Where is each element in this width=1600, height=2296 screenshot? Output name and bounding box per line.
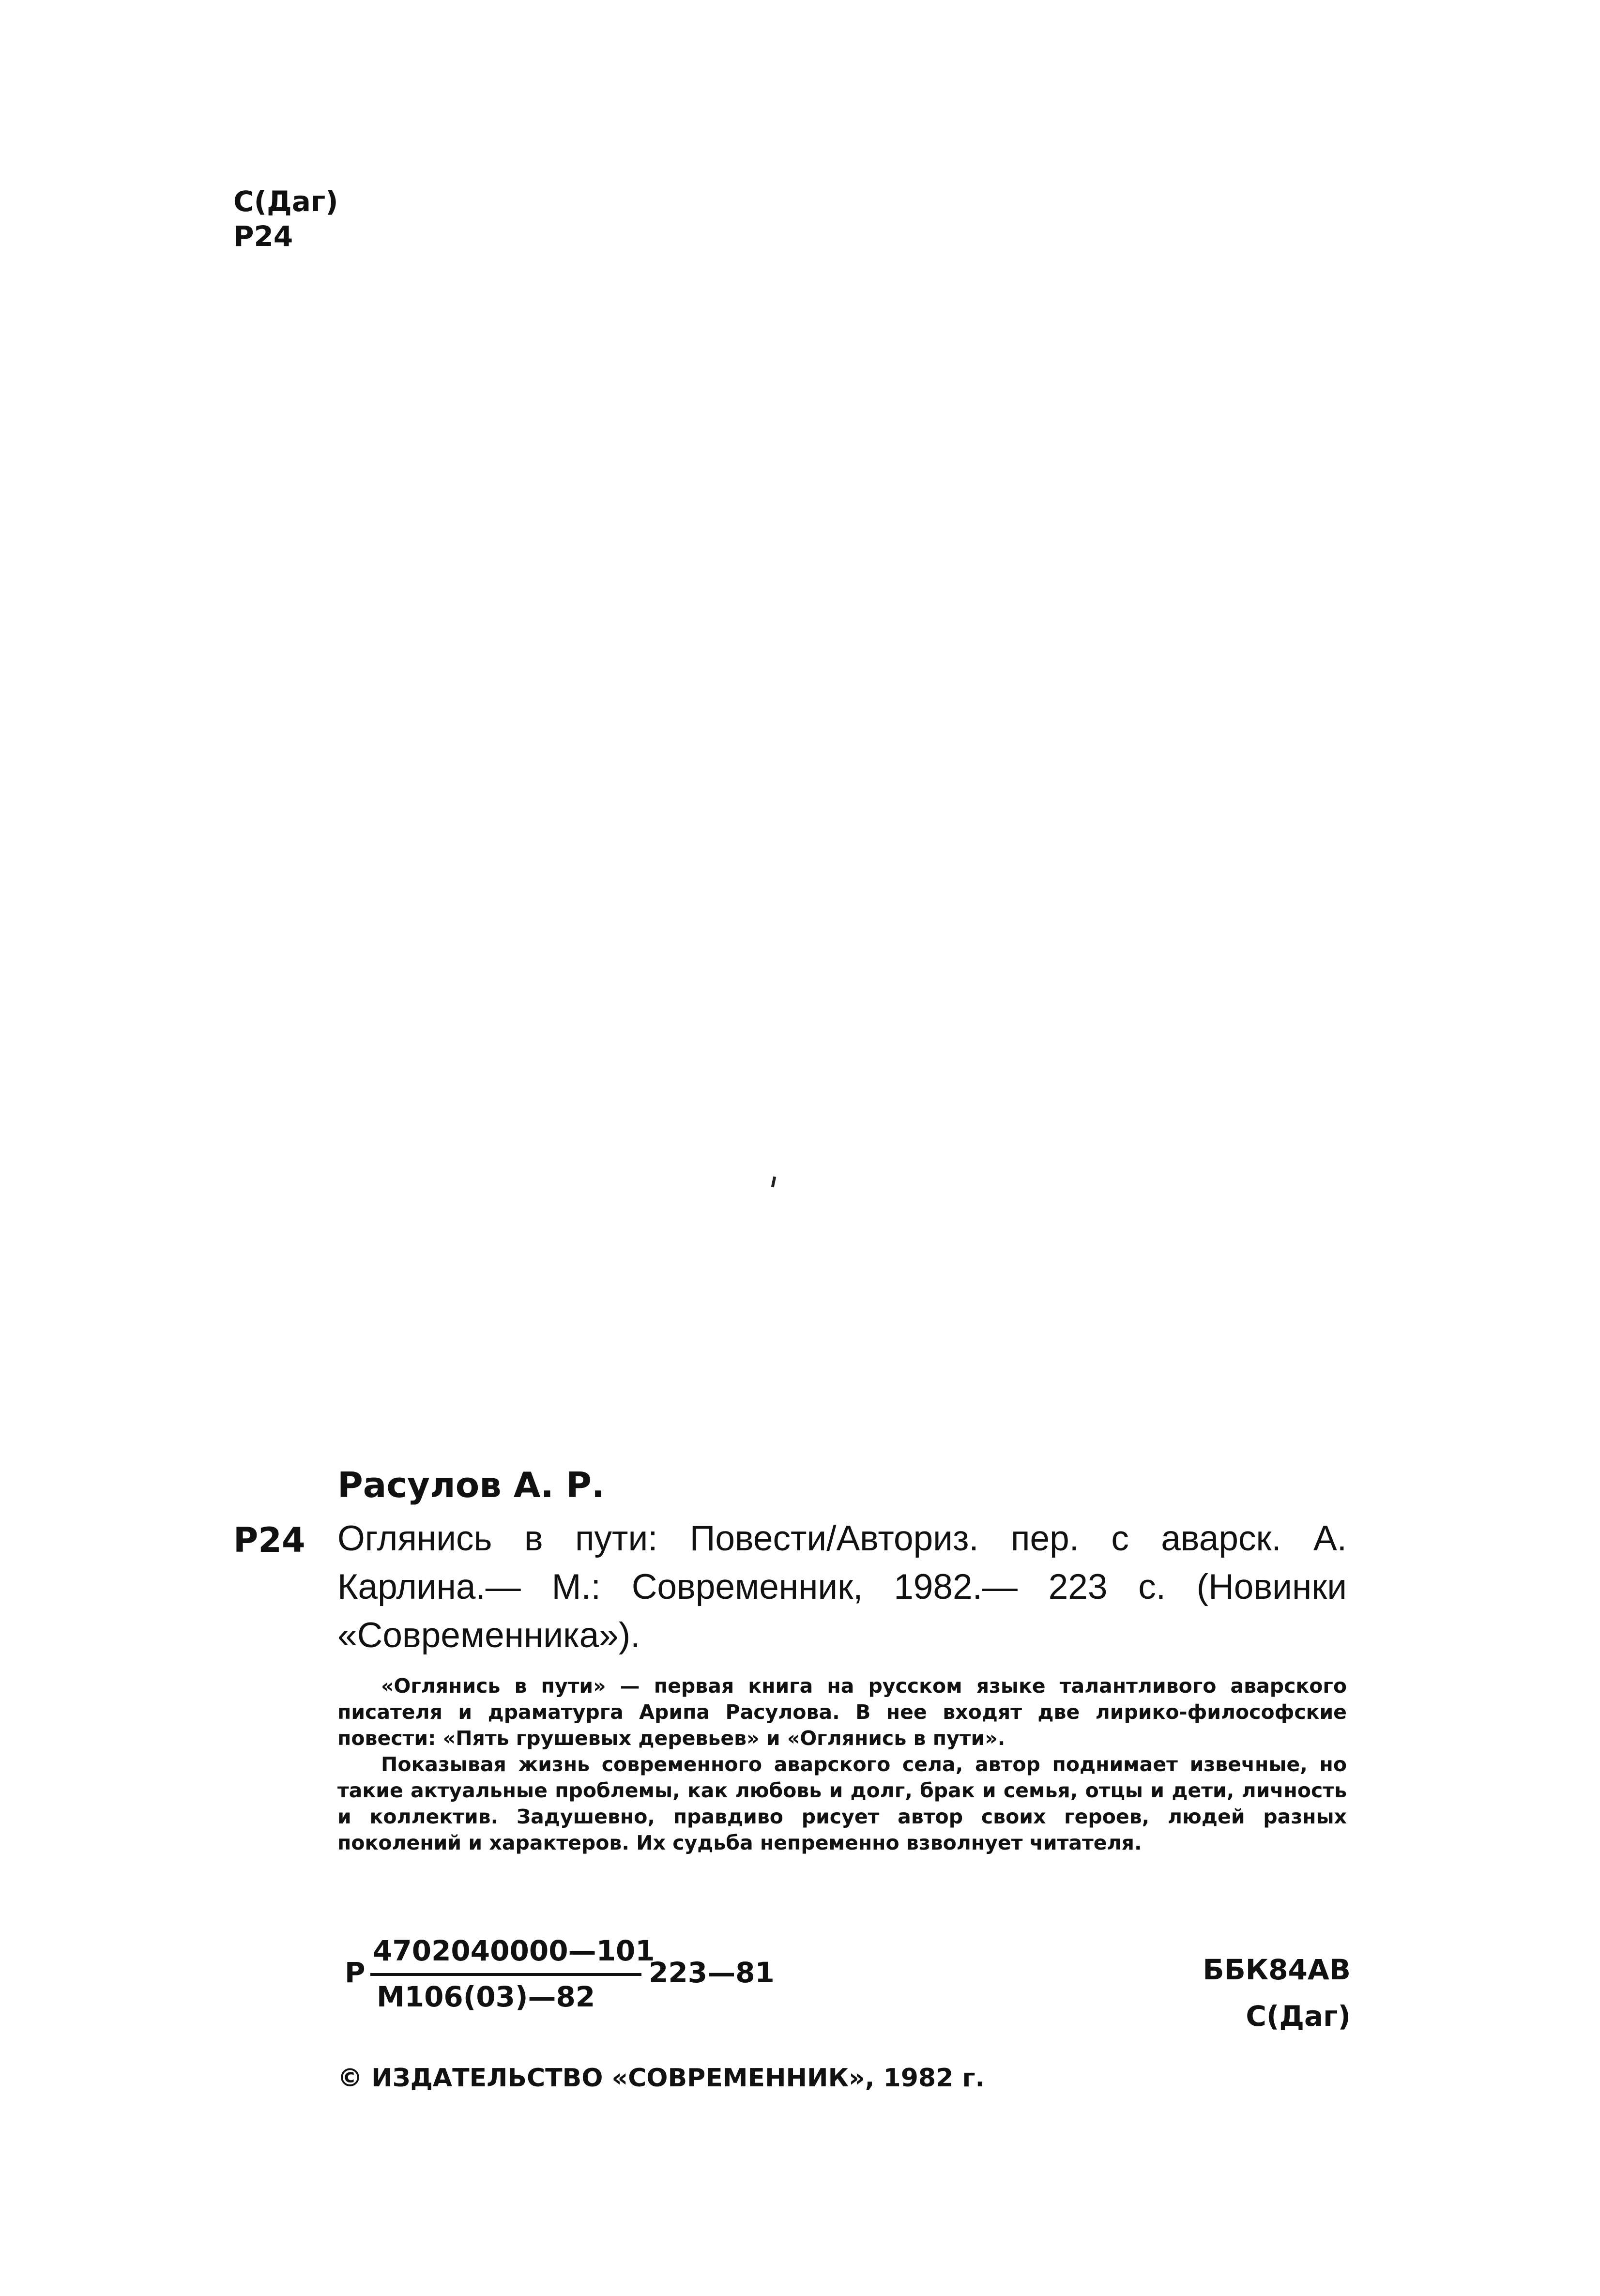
corner-code-line-2: Р24 — [233, 220, 293, 253]
bibliographic-description: Оглянись в пути: Повести/Авториз. пер. с аварск. А. Карлина.— М.: Современник, 1982.— 223 с. (Новинки «Современника»). — [337, 1519, 1347, 1655]
bbk-index: ББК84АВ — [1203, 1953, 1351, 1986]
annotation — [337, 1673, 1347, 1856]
fraction-rule — [370, 1973, 641, 1976]
bbk-code: С(Даг) — [1246, 2000, 1351, 2033]
classification-prefix: Р — [345, 1956, 366, 1989]
classification-denominator: М106(03)—82 — [377, 1980, 595, 2013]
bbk-block — [1203, 1946, 1351, 2039]
order-number: 223—81 — [649, 1956, 775, 1989]
annotation-paragraph: Показывая жизнь современного аварского села, автор поднимает извечные, но такие актуальные проблемы, как любовь и долг, брак и семья, отцы и дети, личность и коллектив. Задушевно, правдиво рисует автор своих героев, людей разных поколений и характеров. Их судьба непременно взволнует читателя. — [337, 1753, 1347, 1854]
classification-numerator: 4702040000—101 — [373, 1934, 655, 1967]
corner-code-line-1: С(Даг) — [233, 185, 338, 218]
stray-mark — [771, 1177, 776, 1188]
author-name: Расулов А. Р. — [337, 1465, 605, 1505]
annotation-paragraph: «Оглянись в пути» — первая книга на русском языке талантливого аварского писателя и драматурга Арипа Расулова. В нее входят две лирико-философские повести: «Пять грушевых деревьев» и «Оглянись в пути». — [337, 1674, 1347, 1750]
corner-classification-code — [233, 184, 338, 254]
index-code: Р24 — [233, 1520, 305, 1560]
copyright-line: © ИЗДАТЕЛЬСТВО «СОВРЕМЕННИК», 1982 г. — [337, 2064, 985, 2093]
